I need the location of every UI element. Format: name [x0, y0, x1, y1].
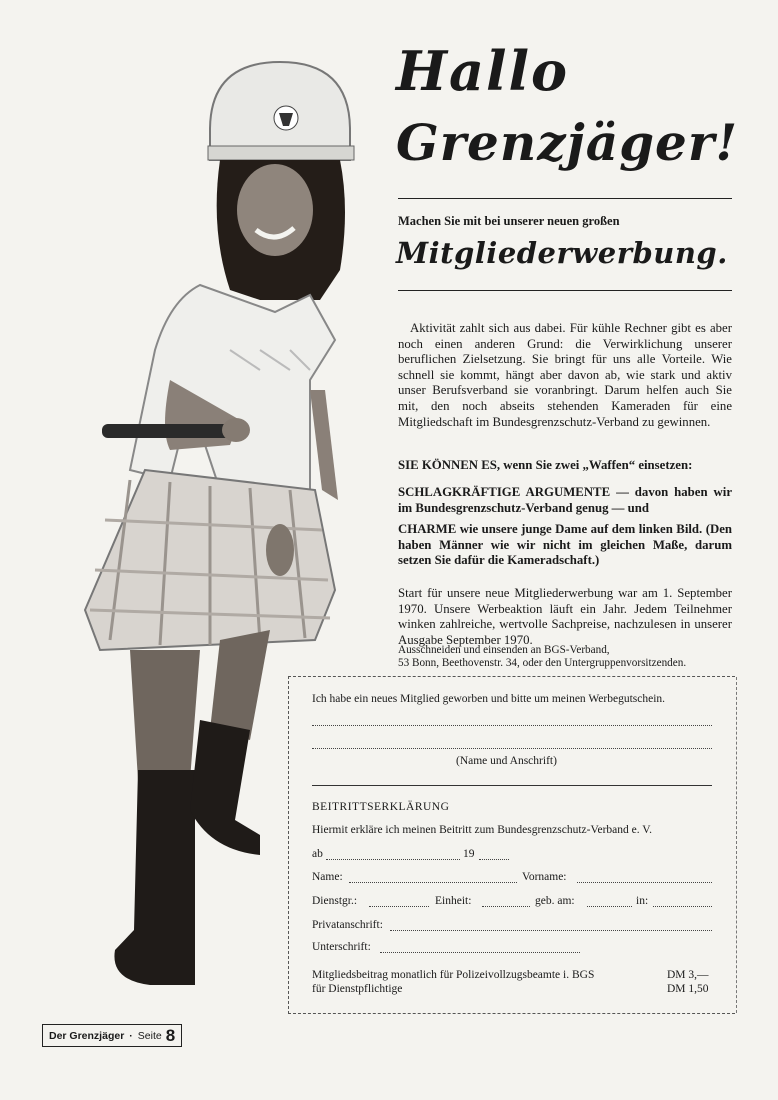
magazine-title: Der Grenzjäger — [49, 1029, 125, 1042]
start-date-field[interactable] — [326, 859, 460, 860]
name-line[interactable] — [312, 725, 712, 726]
fee-label-1: Mitgliedsbeitrag monatlich für Polizeivollzugsbeamte i. BGS — [312, 969, 595, 981]
from-label: ab — [312, 848, 323, 860]
page-footer — [42, 1024, 182, 1047]
surname-field[interactable] — [349, 882, 517, 883]
address-line[interactable] — [312, 748, 712, 749]
year-field[interactable] — [479, 859, 509, 860]
page-label: Seite — [137, 1029, 162, 1042]
rank-label: Dienstgr.: — [312, 895, 358, 907]
section-rule — [312, 785, 712, 786]
birth-place-field[interactable] — [653, 906, 712, 907]
fee-value-2: DM 1,50 — [667, 983, 709, 995]
membership-coupon — [288, 676, 735, 1014]
voucher-text: Ich habe ein neues Mitglied geworben und bitte um meinen Werbegutschein. — [312, 693, 666, 705]
fee-label-2: für Dienstpflichtige — [312, 983, 403, 995]
birth-date-field[interactable] — [587, 906, 632, 907]
section-heading: BEITRITTSERKLÄRUNG — [312, 801, 450, 813]
headline-line1: Hallo — [396, 39, 570, 103]
body-paragraph-5: Start für unsere neue Mitgliederwerbung war am 1. September 1970. Unsere Werbeaktion läuft ein Jahr. Jedem Teilnehmer winken zahlreiche, wertvolle Sachpreise, nachzulesen in unserer Ausgabe September 1970. — [398, 586, 732, 647]
first-name-label: Vorname: — [522, 871, 567, 883]
name-label: Name: — [312, 871, 343, 883]
unit-field[interactable] — [482, 906, 530, 907]
address-label: Privatanschrift: — [312, 919, 383, 931]
intro-text: Machen Sie mit bei unserer neuen großen — [398, 214, 620, 228]
rank-field[interactable] — [369, 906, 429, 907]
mailing-instructions: Ausschneiden und einsenden an BGS-Verband, 53 Bonn, Beethovenstr. 34, oder den Untergruppenvorsitzenden. — [398, 644, 687, 669]
body-paragraph-4: CHARME wie unsere junge Dame auf dem linken Bild. (Den haben Männer wie wir nicht im gleichen Maße, darum setzen Sie dafür die Kameradschaft.) — [398, 522, 732, 568]
birth-place-label: in: — [636, 895, 649, 907]
signature-label: Unterschrift: — [312, 941, 371, 953]
body-paragraph-1: Aktivität zahlt sich aus dabei. Für kühle Rechner gibt es aber noch einen anderen Grund: die Verwirklichung unserer beruflichen Zielsetzung. Sie bringt für uns alle Vorteile. Wie schnell sie kommt, hängt aber davon ab, wie stark und aktiv unser Berufsverband sie voranbringt. Darum helfen auch Sie mit, den noch abseits stehenden Kameraden für eine Mitgliedschaft im Bundesgrenzschutz-Verband zu gewinnen. — [398, 321, 732, 429]
body-paragraph-3: SCHLAGKRÄFTIGE ARGUMENTE — davon haben wir im Bundesgrenzschutz-Verband genug — und — [398, 485, 732, 515]
headline-line2: Grenzjäger! — [396, 113, 739, 172]
birth-date-label: geb. am: — [535, 895, 575, 907]
divider — [398, 198, 732, 199]
unit-label: Einheit: — [435, 895, 472, 907]
year-label: 19 — [463, 848, 475, 860]
fee-value-1: DM 3,— — [667, 969, 709, 981]
headline — [396, 40, 746, 178]
campaign-title: Mitgliederwerbung. — [396, 236, 728, 270]
name-caption: (Name und Anschrift) — [456, 755, 557, 767]
divider — [398, 290, 732, 291]
separator: · — [129, 1029, 133, 1042]
page-number: 8 — [165, 1025, 176, 1045]
first-name-field[interactable] — [577, 882, 712, 883]
declaration-text: Hiermit erkläre ich meinen Beitritt zum Bundesgrenzschutz-Verband e. V. — [312, 824, 652, 836]
private-address-field[interactable] — [390, 930, 712, 931]
signature-field[interactable] — [380, 952, 580, 953]
body-paragraph-2: SIE KÖNNEN ES, wenn Sie zwei „Waffen“ einsetzen: — [398, 458, 693, 472]
